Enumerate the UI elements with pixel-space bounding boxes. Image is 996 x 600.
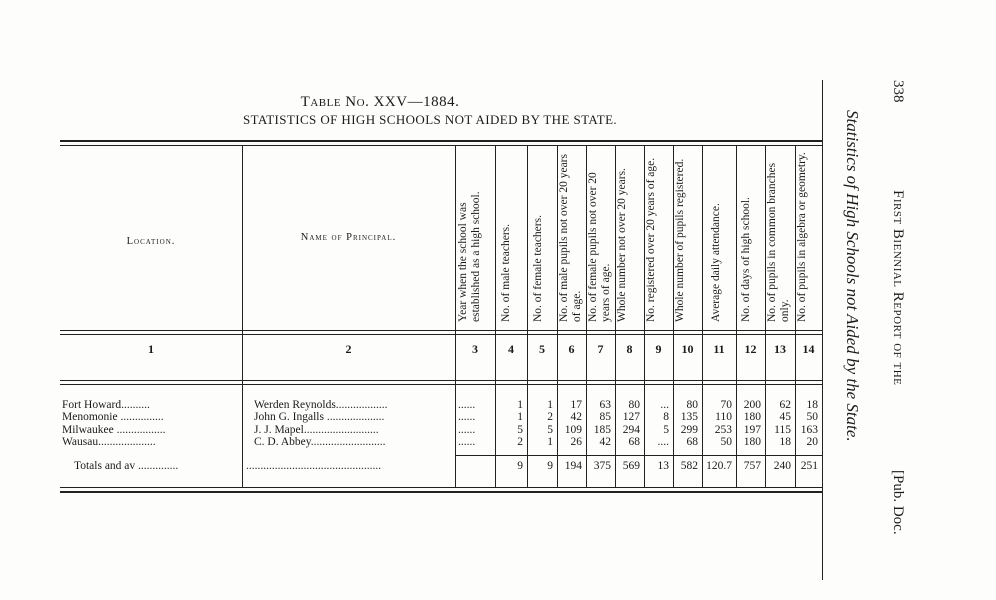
- pub-doc: [Pub. Doc.: [890, 470, 906, 535]
- row-cell-c10: 135: [680, 411, 698, 423]
- row-year: ......: [458, 399, 476, 411]
- totals-label: Totals and av ..............: [74, 460, 179, 472]
- row-cell-c11: 253: [714, 424, 732, 436]
- row-location: Fort Howard..........: [62, 399, 150, 411]
- right-border: [822, 80, 823, 580]
- row-principal: J. J. Mapel..........................: [254, 424, 379, 436]
- row-cell-c9: ....: [657, 436, 669, 448]
- header-female-teachers: No. of female teachers.: [532, 215, 544, 322]
- row-location: Milwaukee .................: [62, 424, 166, 436]
- header-principal: Name of Principal.: [300, 232, 397, 243]
- top-rule: [60, 140, 822, 142]
- row-cell-c14: 18: [806, 399, 818, 411]
- header-over-20: No. registered over 20 years of age.: [645, 157, 657, 322]
- totals-cell-c10: 582: [680, 460, 698, 472]
- row-cell-c11: 50: [720, 436, 732, 448]
- row-cell-c4: 1: [517, 399, 523, 411]
- row-cell-c8: 127: [622, 411, 640, 423]
- row-cell-c5: 1: [547, 436, 553, 448]
- row-cell-c12: 197: [743, 424, 761, 436]
- header-algebra-geometry: No. of pupils in algebra or geometry.: [796, 152, 808, 322]
- top-rule-thin: [60, 145, 822, 146]
- row-cell-c10: 68: [686, 436, 698, 448]
- row-cell-c8: 80: [628, 399, 640, 411]
- col-number: 13: [774, 342, 786, 356]
- col-number: 3: [472, 342, 478, 356]
- row-cell-c6: 109: [564, 424, 582, 436]
- table-title: Table No. XXV—1884.: [300, 94, 460, 110]
- row-cell-c10: 299: [680, 424, 698, 436]
- row-cell-c4: 5: [517, 424, 523, 436]
- totals-cell-c11: 120.7: [706, 460, 732, 472]
- row-cell-c11: 110: [715, 411, 732, 423]
- header-rule-thin: [60, 334, 822, 335]
- row-principal: C. D. Abbey..........................: [254, 436, 386, 448]
- numbers-rule-thin: [60, 384, 822, 385]
- col-number: 8: [626, 342, 633, 356]
- header-year-established: Year when the school was established as a high school.: [457, 191, 482, 322]
- row-cell-c13: 115: [774, 424, 791, 436]
- row-cell-c12: 180: [743, 411, 761, 423]
- numbers-rule: [60, 380, 822, 381]
- row-cell-c11: 70: [720, 399, 732, 411]
- col-number: 9: [655, 342, 662, 356]
- row-principal: John G. Ingalls ....................: [254, 411, 385, 423]
- totals-cell-c5: 9: [547, 460, 553, 472]
- col-number: 12: [744, 342, 757, 356]
- row-cell-c14: 20: [806, 436, 818, 448]
- table-subtitle: STATISTICS OF HIGH SCHOOLS NOT AIDED BY THE STATE.: [242, 112, 618, 127]
- row-location: Menomonie ...............: [62, 411, 164, 423]
- row-principal: Werden Reynolds..................: [254, 399, 388, 411]
- totals-cell-c4: 9: [517, 460, 523, 472]
- page-number: 338: [890, 80, 906, 103]
- row-cell-c6: 17: [570, 399, 582, 411]
- totals-cell-c14: 251: [800, 460, 818, 472]
- row-cell-c9: 8: [663, 411, 669, 423]
- bottom-rule-thin: [60, 491, 822, 493]
- header-rule: [60, 330, 822, 331]
- row-cell-c9: ...: [660, 399, 669, 411]
- totals-cell-c13: 240: [773, 460, 791, 472]
- totals-cell-c7: 375: [593, 460, 611, 472]
- row-year: ......: [458, 436, 476, 448]
- row-cell-c4: 2: [517, 436, 523, 448]
- header-whole-not-over-20: Whole number not over 20 years.: [616, 168, 628, 322]
- col-number: 2: [345, 342, 352, 356]
- row-cell-c13: 18: [779, 436, 791, 448]
- header-whole-registered: Whole number of pupils registered.: [674, 158, 686, 322]
- row-cell-c5: 5: [547, 424, 553, 436]
- col-number: 5: [539, 342, 545, 356]
- row-cell-c5: 2: [547, 411, 553, 423]
- row-cell-c7: 63: [599, 399, 611, 411]
- totals-cell-c9: 13: [657, 460, 669, 472]
- col-number: 1: [148, 342, 154, 356]
- bottom-rule: [60, 487, 822, 488]
- totals-cell-c6: 194: [564, 460, 582, 472]
- row-cell-c6: 42: [570, 411, 582, 423]
- col-divider: [242, 145, 243, 487]
- row-year: ......: [458, 424, 476, 436]
- header-male-teachers: No. of male teachers.: [500, 223, 512, 322]
- italic-running-title: Statistics of High Schools not Aided by the State.: [843, 110, 862, 442]
- row-location: Wausau....................: [62, 436, 156, 448]
- header-common-branches: No. of pupils in common branches only.: [766, 162, 791, 322]
- row-cell-c12: 200: [743, 399, 761, 411]
- totals-rule: [455, 455, 822, 456]
- header-avg-attendance: Average daily attendance.: [710, 203, 722, 322]
- row-year: ......: [458, 411, 476, 423]
- running-title: First Biennial Report of the: [890, 190, 906, 386]
- header-female-pupils: No. of female pupils not over 20 years of age.: [587, 172, 612, 322]
- col-number: 6: [568, 342, 575, 356]
- row-cell-c6: 26: [570, 436, 582, 448]
- header-male-pupils: No. of male pupils not over 20 years of age.: [558, 154, 583, 322]
- row-cell-c7: 185: [593, 424, 611, 436]
- col-number: 10: [681, 342, 694, 356]
- row-cell-c12: 180: [743, 436, 761, 448]
- row-cell-c13: 62: [779, 399, 791, 411]
- row-cell-c14: 163: [800, 424, 818, 436]
- totals-cell-c8: 569: [622, 460, 640, 472]
- row-cell-c4: 1: [517, 411, 523, 423]
- row-cell-c13: 45: [779, 411, 791, 423]
- col-divider: [455, 145, 456, 487]
- row-cell-c14: 50: [806, 411, 818, 423]
- row-cell-c5: 1: [547, 399, 553, 411]
- header-days-high-school: No. of days of high school.: [740, 197, 752, 322]
- row-cell-c8: 294: [622, 424, 640, 436]
- col-number: 4: [508, 342, 514, 356]
- row-cell-c7: 85: [599, 411, 611, 423]
- col-number: 11: [713, 342, 725, 356]
- col-number: 14: [802, 342, 815, 356]
- row-cell-c10: 80: [686, 399, 698, 411]
- row-cell-c9: 5: [663, 424, 669, 436]
- col-number: 7: [597, 342, 604, 356]
- row-cell-c7: 42: [599, 436, 611, 448]
- row-cell-c8: 68: [628, 436, 640, 448]
- totals-principal: ...............................................: [246, 460, 382, 472]
- header-location: Location.: [126, 236, 176, 247]
- totals-cell-c12: 757: [743, 460, 761, 472]
